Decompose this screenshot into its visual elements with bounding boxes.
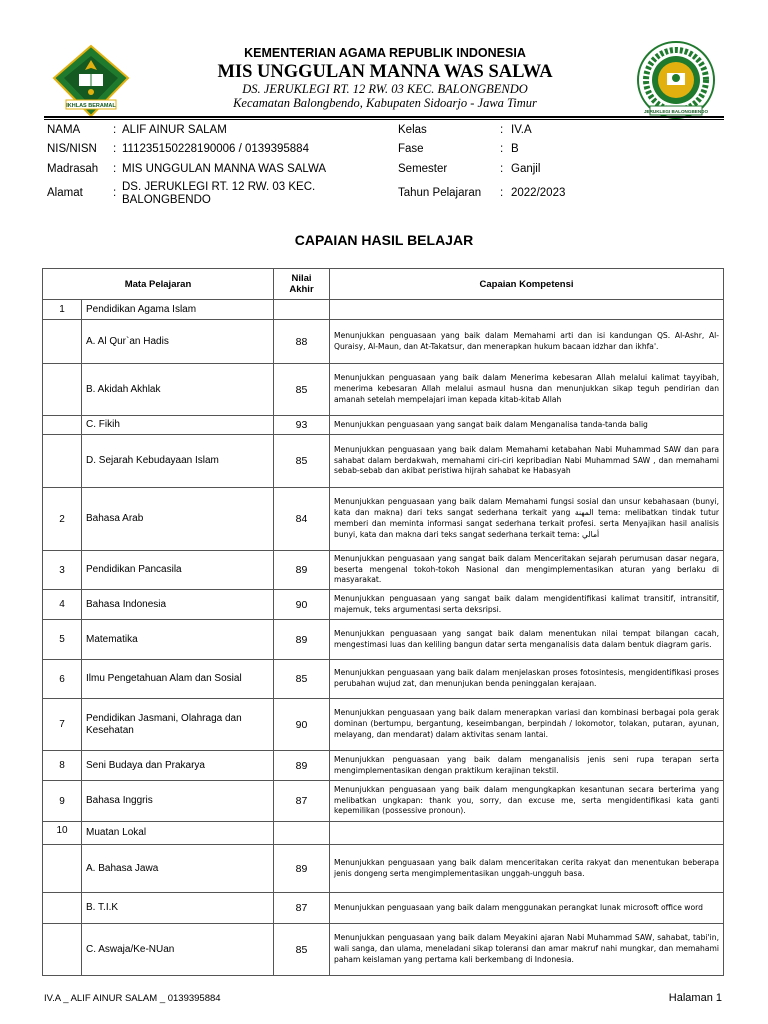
table-row bbox=[43, 660, 724, 699]
row-number: 10 bbox=[43, 822, 82, 845]
table-row bbox=[43, 590, 724, 620]
madrasah-label: Madrasah bbox=[47, 163, 99, 175]
row-subject: D. Sejarah Kebudayaan Islam bbox=[82, 435, 274, 488]
table-row bbox=[43, 699, 724, 751]
row-competence: Menunjukkan penguasaan yang baik dalam Memahami ketabahan Nabi Muhammad SAW dan para sahabat dalam berdakwah, memahami ciri-ciri kepribadian Nabi Muhammad SAW , dan memahami sebab-sebab dan akibat peristiwa hijrah sahabat ke Habasyah bbox=[330, 435, 724, 488]
row-number bbox=[43, 435, 82, 488]
row-score: 87 bbox=[274, 893, 330, 924]
row-subject: C. Aswaja/Ke-NUan bbox=[82, 924, 274, 976]
footer-page-number: Halaman 1 bbox=[668, 992, 722, 1004]
row-number: 5 bbox=[43, 620, 82, 660]
table-row bbox=[43, 416, 724, 435]
alamat-colon: : bbox=[113, 187, 117, 199]
kemenag-logo-icon bbox=[52, 44, 130, 120]
row-competence bbox=[330, 822, 724, 845]
fase-colon: : bbox=[500, 143, 504, 155]
row-subject: Bahasa Indonesia bbox=[82, 590, 274, 620]
row-score: 90 bbox=[274, 699, 330, 751]
tahun-colon: : bbox=[500, 187, 504, 199]
row-subject: B. Akidah Akhlak bbox=[82, 364, 274, 416]
row-number: 3 bbox=[43, 551, 82, 590]
row-subject: Matematika bbox=[82, 620, 274, 660]
row-number bbox=[43, 845, 82, 893]
kelas-label: Kelas bbox=[398, 124, 427, 136]
row-score: 89 bbox=[274, 620, 330, 660]
row-score: 89 bbox=[274, 751, 330, 781]
row-competence: Menunjukkan penguasaan yang baik dalam menjelaskan proses fotosintesis, mengidentifikasi proses perubahan wujud zat, dan menunjukan benda peninggalan kerajaan. bbox=[330, 660, 724, 699]
row-competence: Menunjukkan penguasaan yang sangat baik dalam Menceritakan sejarah perumusan dasar negara, beserta mengenal tokoh-tokoh Nasional dan mengimplementasikan aturan yang berlaku di masyarakat. bbox=[330, 551, 724, 590]
table-row bbox=[43, 924, 724, 976]
nis-label: NIS/NISN bbox=[47, 143, 97, 155]
nis-value: 111235150228190006 / 0139395884 bbox=[122, 143, 309, 155]
row-competence: Menunjukkan penguasaan yang baik dalam menerapkan variasi dan kombinasi berbagai pola gerak dominan (bertumpu, bergantung, keseimbangan, berpindah / lokomotor, tolakan, putaran, ayunan, melayang, dan mendarat) dalam aktivitas senam lantai. bbox=[330, 699, 724, 751]
table-row bbox=[43, 845, 724, 893]
row-number: 9 bbox=[43, 781, 82, 822]
kelas-colon: : bbox=[500, 124, 504, 136]
madrasah-value: MIS UNGGULAN MANNA WAS SALWA bbox=[122, 163, 327, 175]
school-district: Kecamatan Balongbendo, Kabupaten Sidoarjo - Jawa Timur bbox=[233, 96, 537, 110]
row-subject: Ilmu Pengetahuan Alam dan Sosial bbox=[82, 660, 274, 699]
name-label: NAMA bbox=[47, 124, 81, 136]
row-score: 85 bbox=[274, 924, 330, 976]
row-score: 88 bbox=[274, 320, 330, 364]
alamat-label: Alamat bbox=[47, 187, 83, 199]
row-subject: Pendidikan Agama Islam bbox=[82, 300, 274, 320]
header-subject: Mata Pelajaran bbox=[43, 269, 274, 300]
table-row bbox=[43, 751, 724, 781]
table-row bbox=[43, 822, 724, 845]
row-competence: Menunjukkan penguasaan yang baik dalam mengungkapkan kesantunan secara berterima yang melibatkan ungkapan: thank you, sorry, dan excuse me, serta mengidentifikasi kata ganti kepemilikan (possessive pronoun). bbox=[330, 781, 724, 822]
header-score bbox=[274, 269, 330, 300]
ministry-title: KEMENTERIAN AGAMA REPUBLIK INDONESIA bbox=[244, 46, 526, 60]
table-row bbox=[43, 320, 724, 364]
table-row bbox=[43, 893, 724, 924]
tahun-value: 2022/2023 bbox=[511, 187, 566, 199]
table-row bbox=[43, 435, 724, 488]
right-logo-banner: JERUKLEGI BALONGBENDO bbox=[643, 109, 709, 114]
grades-table bbox=[42, 268, 724, 976]
row-subject: Bahasa Inggris bbox=[82, 781, 274, 822]
row-score: 85 bbox=[274, 435, 330, 488]
name-value: ALIF AINUR SALAM bbox=[122, 124, 227, 136]
row-score: 85 bbox=[274, 660, 330, 699]
row-score: 89 bbox=[274, 845, 330, 893]
row-number: 8 bbox=[43, 751, 82, 781]
row-number: 1 bbox=[43, 300, 82, 320]
left-logo-banner: IKHLAS BERAMAL bbox=[66, 103, 116, 109]
semester-label: Semester bbox=[398, 163, 448, 175]
fase-value: B bbox=[511, 143, 519, 155]
table-row bbox=[43, 781, 724, 822]
row-competence: Menunjukkan penguasaan yang baik dalam menggunakan perangkat lunak microsoft office word bbox=[330, 893, 724, 924]
row-competence: Menunjukkan penguasaan yang sangat baik dalam Menganalisa tanda-tanda balig bbox=[330, 416, 724, 435]
row-score: 89 bbox=[274, 551, 330, 590]
row-number: 2 bbox=[43, 488, 82, 551]
row-competence bbox=[330, 300, 724, 320]
name-colon: : bbox=[113, 124, 117, 136]
row-number bbox=[43, 416, 82, 435]
school-name: MIS UNGGULAN MANNA WAS SALWA bbox=[217, 62, 553, 82]
section-title: CAPAIAN HASIL BELAJAR bbox=[294, 232, 474, 248]
row-competence: Menunjukkan penguasaan yang baik dalam Memahami fungsi sosial dan unsur kebahasaan (bunyi, kata dan makna) dari teks sangat sederhana terkait yang المهنة tema: melibatkan tindak tutur memberi dan meminta informasi sangat sederhana terkait profesi. serta Menyajikan hasil analisis bunyi, kata dan makna dari teks sangat sederhana terkait tema: أمالي bbox=[330, 488, 724, 551]
row-number: 6 bbox=[43, 660, 82, 699]
row-score bbox=[274, 300, 330, 320]
row-score: 87 bbox=[274, 781, 330, 822]
row-subject: Muatan Lokal bbox=[82, 822, 274, 845]
table-row bbox=[43, 551, 724, 590]
table-row bbox=[43, 488, 724, 551]
madrasah-colon: : bbox=[113, 163, 117, 175]
nis-colon: : bbox=[113, 143, 117, 155]
school-logo-icon bbox=[634, 40, 718, 124]
table-header-row bbox=[43, 269, 724, 300]
row-number bbox=[43, 320, 82, 364]
row-subject: Bahasa Arab bbox=[82, 488, 274, 551]
row-subject: Seni Budaya dan Prakarya bbox=[82, 751, 274, 781]
row-number bbox=[43, 364, 82, 416]
row-subject: B. T.I.K bbox=[82, 893, 274, 924]
school-address: DS. JERUKLEGI RT. 12 RW. 03 KEC. BALONGBENDO bbox=[242, 82, 528, 96]
header-score-line1: Nilai bbox=[291, 273, 312, 284]
row-subject: A. Bahasa Jawa bbox=[82, 845, 274, 893]
header-divider bbox=[44, 116, 724, 118]
header-score-line2: Akhir bbox=[289, 284, 314, 295]
row-score: 85 bbox=[274, 364, 330, 416]
alamat-value-line2: BALONGBENDO bbox=[122, 194, 211, 206]
table-row bbox=[43, 300, 724, 320]
alamat-value-line1: DS. JERUKLEGI RT. 12 RW. 03 KEC. bbox=[122, 181, 316, 193]
row-score: 93 bbox=[274, 416, 330, 435]
row-competence: Menunjukkan penguasaan yang baik dalam Menerima kebesaran Allah melalui kalimat tayyibah, menerima kebesaran Allah melalui asmaul husna dan menunjukkan sikap teguh pendirian dan amanah setelah mempelajari iman kepada kitab-kitab Allah bbox=[330, 364, 724, 416]
row-score: 84 bbox=[274, 488, 330, 551]
row-number bbox=[43, 893, 82, 924]
kelas-value: IV.A bbox=[511, 124, 532, 136]
row-subject: A. Al Qur`an Hadis bbox=[82, 320, 274, 364]
row-number: 4 bbox=[43, 590, 82, 620]
row-competence: Menunjukkan penguasaan yang baik dalam menganalisis jenis seni rupa terapan serta mengimplementasikan dengan praktikum kerajinan tekstil. bbox=[330, 751, 724, 781]
table-row bbox=[43, 364, 724, 416]
row-competence: Menunjukkan penguasaan yang sangat baik dalam mengidentifikasi kalimat transitif, intransitif, majemuk, teks argumentasi serta deksripsi. bbox=[330, 590, 724, 620]
row-subject: C. Fikih bbox=[82, 416, 274, 435]
row-competence: Menunjukkan penguasaan yang baik dalam Meyakini ajaran Nabi Muhammad SAW, sahabat, tabi'in, wali sanga, dan ulama, meneladani sikap toleransi dan amar makruf nahi mungkar, dan memahami paham keislaman yang pertama kali berkembang di Indonesia. bbox=[330, 924, 724, 976]
row-subject: Pendidikan Pancasila bbox=[82, 551, 274, 590]
row-number: 7 bbox=[43, 699, 82, 751]
row-number bbox=[43, 924, 82, 976]
semester-value: Ganjil bbox=[511, 163, 541, 175]
header-competence: Capaian Kompetensi bbox=[330, 269, 724, 300]
row-competence: Menunjukkan penguasaan yang baik dalam menceritakan cerita rakyat dan menentukan beberapa jenis dongeng serta mengimplementasikan unggah-ungguh basa. bbox=[330, 845, 724, 893]
row-competence: Menunjukkan penguasaan yang sangat baik dalam menentukan nilai tempat bilangan cacah, mengestimasi luas dan keliling bangun datar serta menganalisis data dalam bentuk diagram garis. bbox=[330, 620, 724, 660]
row-score: 90 bbox=[274, 590, 330, 620]
semester-colon: : bbox=[500, 163, 504, 175]
footer-student-id: IV.A _ ALIF AINUR SALAM _ 0139395884 bbox=[44, 993, 221, 1004]
row-score bbox=[274, 822, 330, 845]
row-competence: Menunjukkan penguasaan yang baik dalam Memahami arti dan isi kandungan QS. Al-Ashr, Al-Quraisy, Al-Maun, dan At-Takatsur, dan menerapkan hukum bacaan idzhar dan ikhfa'. bbox=[330, 320, 724, 364]
table-row bbox=[43, 620, 724, 660]
tahun-label: Tahun Pelajaran bbox=[398, 187, 482, 199]
row-subject: Pendidikan Jasmani, Olahraga dan Kesehatan bbox=[82, 699, 274, 751]
header-divider-thin bbox=[44, 119, 724, 120]
fase-label: Fase bbox=[398, 143, 424, 155]
